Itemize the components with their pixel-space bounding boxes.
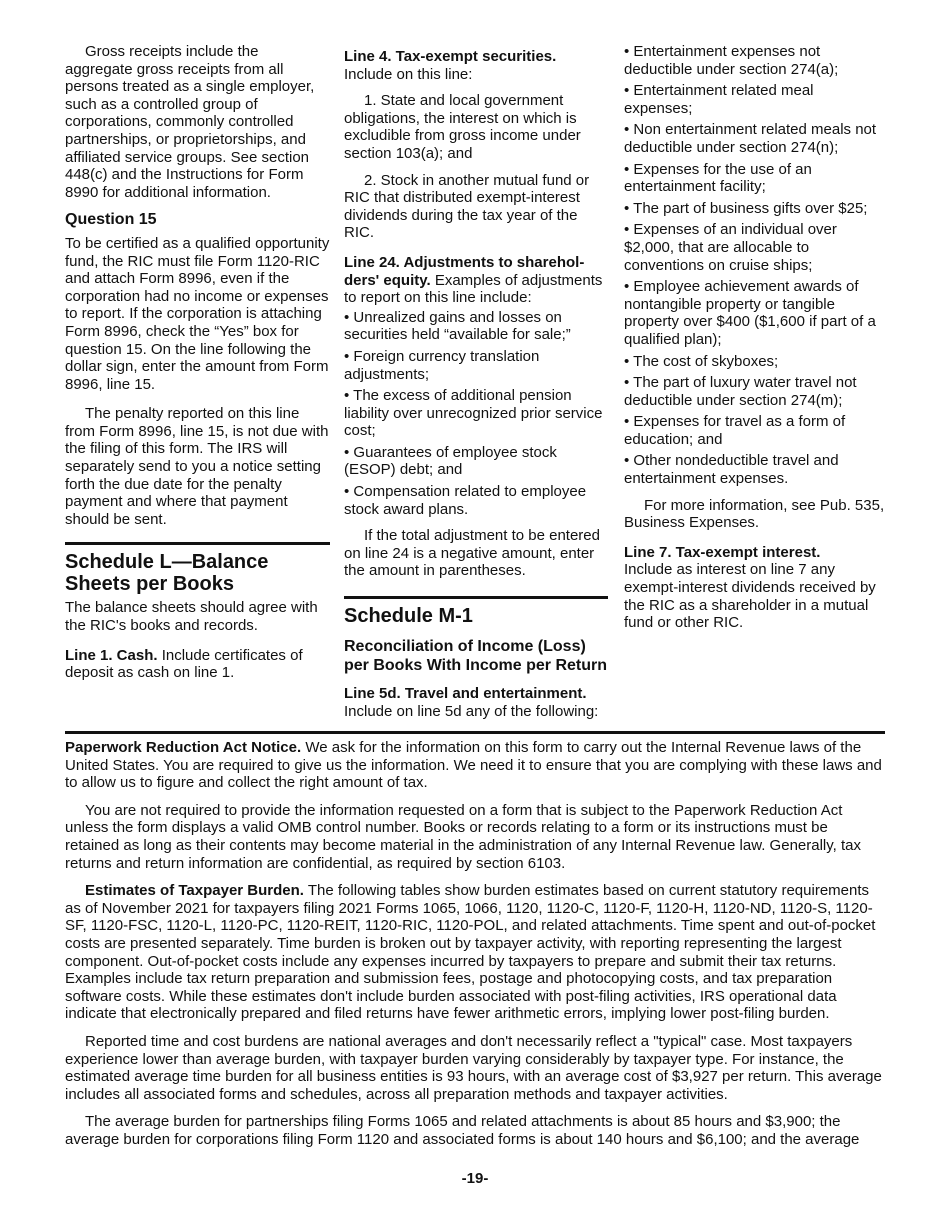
pra-notice-paragraph: [65, 739, 885, 792]
list-item: • Non entertainment related meals not deductible under section 274(n);: [624, 121, 886, 156]
schedule-l-heading: Schedule L—Balance Sheets per Books: [65, 551, 269, 596]
column-left: [65, 43, 330, 682]
list-item: • The cost of skyboxes;: [624, 353, 886, 371]
line-4-heading: Line 4. Tax-exempt securities.: [344, 48, 557, 65]
schedule-m1-heading: Schedule M-1: [344, 605, 473, 628]
line-7-heading: Line 7. Tax-exempt interest.: [624, 543, 821, 561]
average-burden-paragraph: The average burden for partnerships filing Forms 1065 and related attachments is about 85 hours and $3,900; the average burden for corporations filing Form 1120 and associated forms is about 140 hours and $6,100; and the average: [65, 1113, 860, 1148]
column-right: [624, 43, 886, 632]
list-item: • Foreign currency translation adjustments;: [344, 348, 608, 383]
schedule-m1-section: [344, 596, 608, 720]
list-item: • Entertainment expenses not deductible under section 274(a);: [624, 43, 886, 78]
burden-estimates-paragraph: [65, 882, 885, 1023]
burden-estimates-heading: Estimates of Taxpayer Burden.: [85, 882, 304, 900]
list-item: • Unrealized gains and losses on securities held “available for sale;”: [344, 309, 608, 344]
gross-receipts-paragraph: Gross receipts include the aggregate gross receipts from all persons treated as a single employer, such as a controlled group of corporations, commonly controlled partnerships, or proprietorships, and affiliated service groups. See section 448(c) and the Instructions for Form 8990 for additional information.: [65, 43, 315, 201]
line-5d-heading: Line 5d. Travel and entertainment.: [344, 685, 587, 703]
list-item: • Entertainment related meal expenses;: [624, 82, 886, 117]
line-4-item-2: 2. Stock in another mutual fund or RIC that distributed exempt-interest dividends during the tax year of the RIC.: [344, 171, 590, 242]
more-info-paragraph: For more information, see Pub. 535, Business Expenses.: [624, 496, 885, 532]
travel-entertainment-bullet-list: [624, 43, 886, 488]
line-24-note: If the total adjustment to be entered on line 24 is a negative amount, enter the amount in parentheses.: [344, 527, 600, 580]
line-24-intro: Examples of adjustments to report on this line include:: [344, 271, 603, 307]
column-middle: [344, 43, 608, 720]
list-item: • Employee achievement awards of nontangible property or tangible property over $400 ($1,600 if part of a qualified plan);: [624, 278, 886, 348]
line-7-text: Include as interest on line 7 any exempt-interest dividends received by the RIC as a shareholder in a mutual fund or other RIC.: [624, 561, 876, 632]
schedule-m1-subheading: Reconciliation of Income (Loss) per Books With Income per Return: [344, 638, 607, 675]
schedule-l-paragraph: The balance sheets should agree with the RIC's books and records.: [65, 599, 318, 635]
list-item: • The part of luxury water travel not deductible under section 274(m);: [624, 374, 886, 409]
question-15-paragraph-1: To be certified as a qualified opportunity fund, the RIC must file Form 1120-RIC and attach Form 8996, even if the corporation had no income or expenses to report. If the corporation is attaching Form 8996, check the “Yes” box for question 15. On the line following the dollar sign, enter the amount from Form 8996, line 15.: [65, 234, 330, 393]
omb-paragraph: You are not required to provide the information requested on a form that is subject to the Paperwork Reduction Act unless the form displays a valid OMB control number. Books or records relating to a form or its instructions must be retained as long as their contents may become material in the administration of any Internal Revenue law. Generally, tax returns and return information are confidential, as required by section 6103.: [65, 801, 861, 872]
line-1-heading: Line 1. Cash.: [65, 646, 158, 664]
pra-notice-heading: Paperwork Reduction Act Notice.: [65, 739, 302, 756]
line-1-paragraph: [65, 647, 330, 682]
line-5d-text: Include on line 5d any of the following:: [344, 702, 599, 720]
line-1-text: Include certificates of deposit as cash on line 1.: [65, 646, 303, 682]
list-item: • Guarantees of employee stock (ESOP) debt; and: [344, 444, 608, 479]
list-item: • The part of business gifts over $25;: [624, 200, 886, 218]
line-24-bullet-list: [344, 309, 608, 519]
national-averages-paragraph: Reported time and cost burdens are national averages and don't necessarily reflect a "typical" case. Most taxpayers experience lower than average burden, with taxpayer burden varying considerably by taxpayer type. For instance, the estimated average time burden for all business entities is 93 hours, with an average cost of $3,927 per return. This average includes all associated forms and schedules, across all preparation methods and taxpayer activities.: [65, 1032, 882, 1103]
list-item: • Other nondeductible travel and entertainment expenses.: [624, 452, 886, 487]
list-item: • Expenses of an individual over $2,000, that are allocable to conventions on cruise ships;: [624, 221, 886, 274]
burden-estimates-text: The following tables show burden estimates based on current statutory requirements as of November 2021 for taxpayers filing 2021 Forms 1065, 1066, 1120, 1120-C, 1120-F, 1120-H, 1120-ND, 1120-S, 1120-SF, 1120-FSC, 1120-L, 1120-PC, 1120-REIT, 1120-RIC, 1120-POL, and related attachments. Time spent and out-of-pocket costs are presented separately. Time burden is broken out by taxpayer activity, with reporting representing the largest component. Out-of-pocket costs include any expenses incurred by taxpayers to prepare and submit their tax returns. Examples include tax return preparation and submission fees, postage and photocopying costs, and tax preparation software costs. While these estimates don't include burden associated with post-filing activities, IRS operational data indicate that electronically prepared and filed returns have fewer arithmetic errors, implying lower post-filing burden.: [65, 882, 876, 1023]
paperwork-reduction-section: [65, 731, 885, 1158]
line-4-item-1: 1. State and local government obligations, the interest on which is excludible from gross income under section 103(a); and: [344, 92, 581, 162]
list-item: • Compensation related to employee stock award plans.: [344, 483, 608, 518]
line-24-heading: Line 24. Adjustments to sharehol-ders' equity.: [344, 253, 585, 289]
list-item: • The excess of additional pension liability over unrecognized prior service cost;: [344, 387, 608, 440]
schedule-l-section: [65, 542, 330, 681]
line-4-intro: Include on this line:: [344, 65, 473, 83]
list-item: • Expenses for travel as a form of education; and: [624, 413, 886, 448]
line-24-paragraph: [344, 254, 608, 307]
list-item: • Expenses for the use of an entertainment facility;: [624, 161, 886, 196]
pra-notice-text: We ask for the information on this form to carry out the Internal Revenue laws of the United States. You are required to give us the information. We need it to ensure that you are complying with these laws and to allow us to figure and collect the right amount of tax.: [65, 739, 882, 792]
question-15-paragraph-2: The penalty reported on this line from Form 8996, line 15, is not due with the filing of this form. The IRS will separately send to you a notice setting forth the due date for the penalty payment and where that payment should be sent.: [65, 405, 329, 528]
page-number: -19-: [461, 1170, 489, 1187]
question-15-heading: Question 15: [65, 211, 157, 229]
